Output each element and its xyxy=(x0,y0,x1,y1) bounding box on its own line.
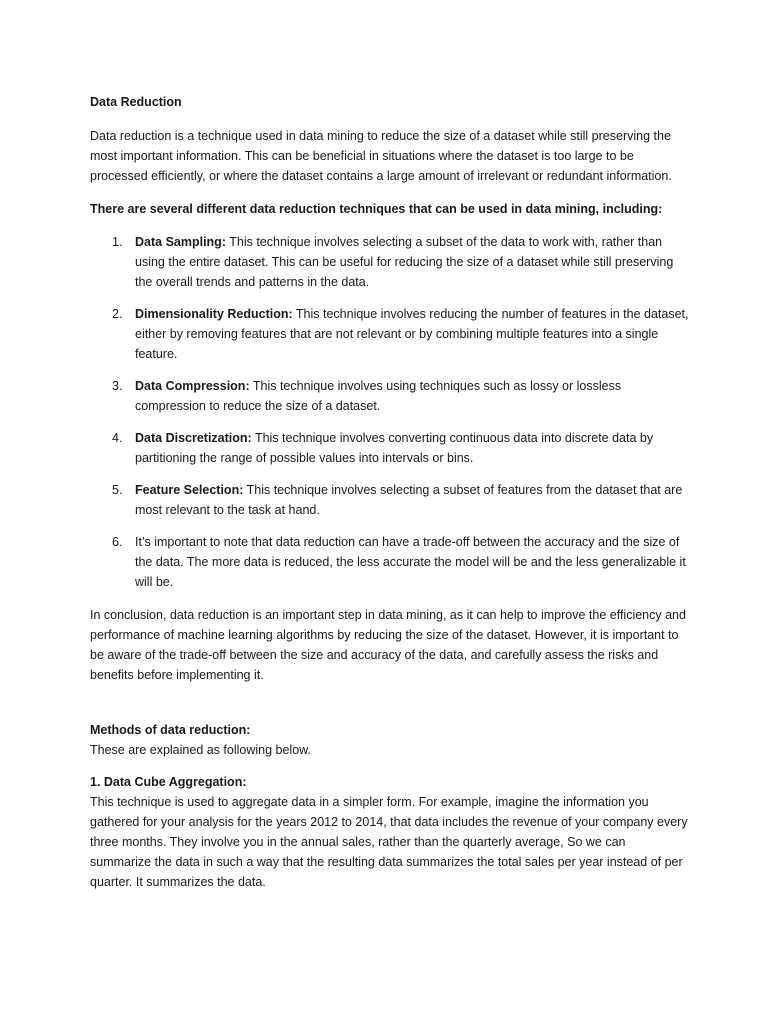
list-item-number: 6. xyxy=(112,535,123,549)
techniques-heading: There are several different data reduction techniques that can be used in data mining, including: xyxy=(90,202,663,216)
list-item-term: Feature Selection: xyxy=(135,483,244,497)
list-item-number: 1. xyxy=(112,235,123,249)
list-item-term: Data Discretization: xyxy=(135,431,252,445)
conclusion-paragraph: In conclusion, data reduction is an important step in data mining, as it can help to improve the efficiency and performance of machine learning algorithms by reducing the size of the dataset. However, it is important to be aware of the trade-off between the size and accuracy of the data, and carefully assess the risks and benefits before implementing it. xyxy=(90,608,686,682)
list-item xyxy=(90,232,690,292)
list-item-text: This technique involves selecting a subset of features from the dataset that are most relevant to the task at hand. xyxy=(135,483,683,517)
list-item-term: Data Compression: xyxy=(135,379,250,393)
list-item-text: This technique involves selecting a subset of the data to work with, rather than using the entire dataset. This can be useful for reducing the size of a dataset while still preserving the overall trends and patterns in the data. xyxy=(135,235,674,289)
list-item-number: 3. xyxy=(112,379,123,393)
intro-paragraph: Data reduction is a technique used in data mining to reduce the size of a dataset while still preserving the most important information. This can be beneficial in situations where the dataset is too large to be processed efficiently, or where the dataset contains a large amount of irrelevant or redundant information. xyxy=(90,129,672,183)
list-item-number: 2. xyxy=(112,307,123,321)
list-item-text: This technique involves using techniques such as lossy or lossless compression to reduce the size of a dataset. xyxy=(135,379,622,413)
cube-aggregation-heading: 1. Data Cube Aggregation: xyxy=(90,775,247,789)
list-item-term: Data Sampling: xyxy=(135,235,226,249)
list-item xyxy=(90,304,690,364)
list-item xyxy=(90,532,690,592)
methods-intro: These are explained as following below. xyxy=(90,743,311,757)
techniques-list xyxy=(90,232,690,592)
list-item-text: It’s important to note that data reduction can have a trade-off between the accuracy and the size of the data. The more data is reduced, the less accurate the model will be and the less generalizable it will be. xyxy=(135,535,686,589)
list-item-number: 5. xyxy=(112,483,123,497)
list-item-term: Dimensionality Reduction: xyxy=(135,307,293,321)
list-item-number: 4. xyxy=(112,431,123,445)
section-spacer xyxy=(90,698,690,720)
list-item xyxy=(90,428,690,468)
list-item-text: This technique involves reducing the number of features in the dataset, either by removing features that are not relevant or by combining multiple features into a single feature. xyxy=(135,307,689,361)
document-title: Data Reduction xyxy=(90,95,182,109)
list-item-text: This technique involves converting continuous data into discrete data by partitioning the range of possible values into intervals or bins. xyxy=(135,431,654,465)
list-item xyxy=(90,376,690,416)
document-page xyxy=(90,92,690,905)
cube-aggregation-paragraph: This technique is used to aggregate data in a simpler form. For example, imagine the information you gathered for your analysis for the years 2012 to 2014, that data includes the revenue of your company every three months. They involve you in the annual sales, rather than the quarterly average, So we can summarize the data in such a way that the resulting data summarizes the total sales per year instead of per quarter. It summarizes the data. xyxy=(90,795,688,889)
methods-heading: Methods of data reduction: xyxy=(90,723,251,737)
list-item xyxy=(90,480,690,520)
